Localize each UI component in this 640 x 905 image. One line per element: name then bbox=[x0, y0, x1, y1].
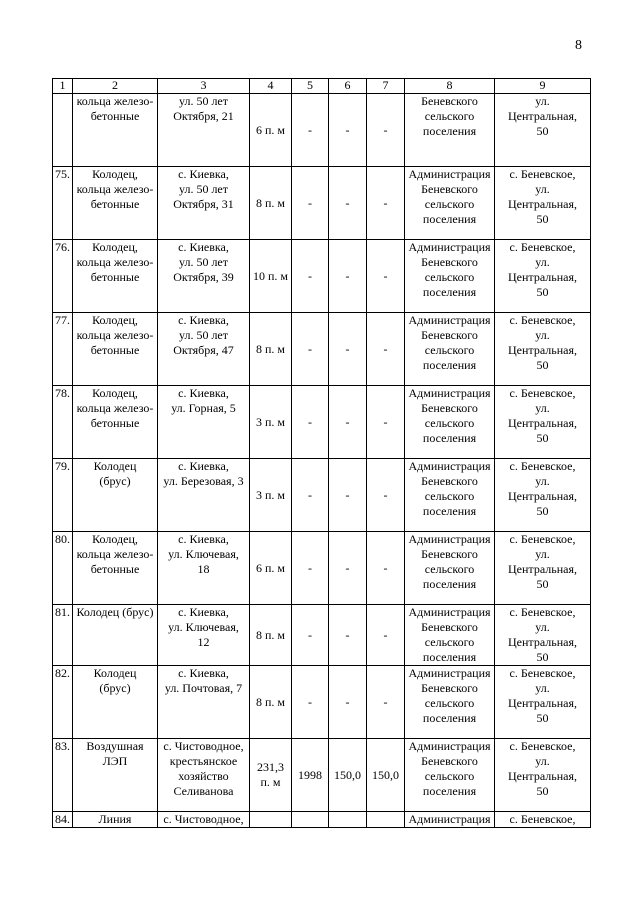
table-row bbox=[53, 532, 591, 605]
object-address-cell: ул. 50 лет Октября, 21 bbox=[158, 94, 250, 167]
owner-address-cell: с. Беневское, ул. Центральная, 50 bbox=[495, 167, 591, 240]
object-name-cell: Колодец, кольца железо- бетонные bbox=[73, 240, 158, 313]
object-name-cell: Колодец (брус) bbox=[73, 666, 158, 739]
table-row bbox=[53, 739, 591, 812]
owner-cell: Администрация Беневского сельского поселения bbox=[405, 666, 495, 739]
owner-cell: Администрация Беневского сельского поселения bbox=[405, 386, 495, 459]
book-value-cell: - bbox=[329, 532, 367, 605]
object-name-cell: Колодец, кольца железо- бетонные bbox=[73, 313, 158, 386]
owner-address-cell: с. Беневское, ул. Центральная, 50 bbox=[495, 605, 591, 666]
residual-value-cell: - bbox=[367, 532, 405, 605]
owner-address-cell: с. Беневское, ул. Центральная, 50 bbox=[495, 459, 591, 532]
object-address-cell: с. Чистоводное, bbox=[158, 812, 250, 828]
row-number-cell: 82. bbox=[53, 666, 73, 739]
column-header-1: 1 bbox=[53, 79, 73, 94]
length-cell: 6 п. м bbox=[250, 532, 292, 605]
object-address-cell: с. Киевка, ул. 50 лет Октября, 31 bbox=[158, 167, 250, 240]
year-cell: - bbox=[292, 532, 329, 605]
length-cell: 8 п. м bbox=[250, 666, 292, 739]
object-name-cell: Воздушная ЛЭП bbox=[73, 739, 158, 812]
column-header-7: 7 bbox=[367, 79, 405, 94]
residual-value-cell: - bbox=[367, 94, 405, 167]
year-cell: - bbox=[292, 605, 329, 666]
object-name-cell: Колодец (брус) bbox=[73, 459, 158, 532]
table-row bbox=[53, 240, 591, 313]
column-header-3: 3 bbox=[158, 79, 250, 94]
table-row bbox=[53, 459, 591, 532]
row-number-cell: 77. bbox=[53, 313, 73, 386]
residual-value-cell: - bbox=[367, 666, 405, 739]
owner-address-cell: с. Беневское, ул. Центральная, 50 bbox=[495, 313, 591, 386]
year-cell: - bbox=[292, 386, 329, 459]
column-header-2: 2 bbox=[73, 79, 158, 94]
table-row bbox=[53, 605, 591, 666]
object-address-cell: с. Киевка, ул. 50 лет Октября, 47 bbox=[158, 313, 250, 386]
table-row bbox=[53, 167, 591, 240]
book-value-cell: - bbox=[329, 167, 367, 240]
column-header-9: 9 bbox=[495, 79, 591, 94]
column-header-5: 5 bbox=[292, 79, 329, 94]
table-row bbox=[53, 386, 591, 459]
row-number-cell: 83. bbox=[53, 739, 73, 812]
residual-value-cell: - bbox=[367, 386, 405, 459]
owner-address-cell: с. Беневское, ул. Центральная, 50 bbox=[495, 739, 591, 812]
book-value-cell bbox=[329, 812, 367, 828]
length-cell: 10 п. м bbox=[250, 240, 292, 313]
object-name-cell: Линия bbox=[73, 812, 158, 828]
year-cell bbox=[292, 812, 329, 828]
row-number-cell: 76. bbox=[53, 240, 73, 313]
row-number-cell: 75. bbox=[53, 167, 73, 240]
page-number: 8 bbox=[575, 38, 582, 53]
residual-value-cell: - bbox=[367, 459, 405, 532]
owner-cell: Администрация Беневского сельского поселения bbox=[405, 739, 495, 812]
length-cell: 8 п. м bbox=[250, 167, 292, 240]
object-address-cell: с. Киевка, ул. Березовая, 3 bbox=[158, 459, 250, 532]
book-value-cell: - bbox=[329, 240, 367, 313]
table-row bbox=[53, 812, 591, 828]
owner-cell: Администрация Беневского сельского поселения bbox=[405, 459, 495, 532]
book-value-cell: - bbox=[329, 94, 367, 167]
object-address-cell: с. Киевка, ул. Ключевая, 12 bbox=[158, 605, 250, 666]
residual-value-cell: 150,0 bbox=[367, 739, 405, 812]
owner-address-cell: с. Беневское, ул. Центральная, 50 bbox=[495, 240, 591, 313]
object-address-cell: с. Чистоводное, крестьянское хозяйство Селиванова bbox=[158, 739, 250, 812]
length-cell bbox=[250, 812, 292, 828]
owner-address-cell: с. Беневское, bbox=[495, 812, 591, 828]
residual-value-cell: - bbox=[367, 167, 405, 240]
year-cell: - bbox=[292, 94, 329, 167]
year-cell: - bbox=[292, 666, 329, 739]
residual-value-cell: - bbox=[367, 240, 405, 313]
length-cell: 231,3 п. м bbox=[250, 739, 292, 812]
year-cell: - bbox=[292, 313, 329, 386]
book-value-cell: - bbox=[329, 666, 367, 739]
row-number-cell bbox=[53, 94, 73, 167]
owner-address-cell: с. Беневское, ул. Центральная, 50 bbox=[495, 532, 591, 605]
object-address-cell: с. Киевка, ул. Ключевая, 18 bbox=[158, 532, 250, 605]
row-number-cell: 80. bbox=[53, 532, 73, 605]
owner-address-cell: с. Беневское, ул. Центральная, 50 bbox=[495, 386, 591, 459]
residual-value-cell bbox=[367, 812, 405, 828]
residual-value-cell: - bbox=[367, 313, 405, 386]
owner-cell: Администрация Беневского сельского поселения bbox=[405, 313, 495, 386]
book-value-cell: - bbox=[329, 605, 367, 666]
object-address-cell: с. Киевка, ул. 50 лет Октября, 39 bbox=[158, 240, 250, 313]
book-value-cell: - bbox=[329, 313, 367, 386]
length-cell: 3 п. м bbox=[250, 459, 292, 532]
row-number-cell: 78. bbox=[53, 386, 73, 459]
residual-value-cell: - bbox=[367, 605, 405, 666]
owner-cell: Администрация Беневского сельского поселения bbox=[405, 605, 495, 666]
column-header-8: 8 bbox=[405, 79, 495, 94]
row-number-cell: 79. bbox=[53, 459, 73, 532]
book-value-cell: 150,0 bbox=[329, 739, 367, 812]
row-number-cell: 84. bbox=[53, 812, 73, 828]
row-number-cell: 81. bbox=[53, 605, 73, 666]
column-header-4: 4 bbox=[250, 79, 292, 94]
table-row bbox=[53, 666, 591, 739]
length-cell: 8 п. м bbox=[250, 605, 292, 666]
owner-cell: Беневского сельского поселения bbox=[405, 94, 495, 167]
object-name-cell: Колодец (брус) bbox=[73, 605, 158, 666]
object-name-cell: Колодец, кольца железо- бетонные bbox=[73, 532, 158, 605]
owner-cell: Администрация Беневского сельского поселения bbox=[405, 167, 495, 240]
object-name-cell: Колодец, кольца железо- бетонные bbox=[73, 386, 158, 459]
owner-address-cell: с. Беневское, ул. Центральная, 50 bbox=[495, 666, 591, 739]
object-name-cell: кольца железо- бетонные bbox=[73, 94, 158, 167]
length-cell: 8 п. м bbox=[250, 313, 292, 386]
object-address-cell: с. Киевка, ул. Почтовая, 7 bbox=[158, 666, 250, 739]
owner-cell: Администрация Беневского сельского поселения bbox=[405, 532, 495, 605]
length-cell: 3 п. м bbox=[250, 386, 292, 459]
property-registry-table bbox=[52, 78, 591, 828]
header-row bbox=[53, 79, 591, 94]
year-cell: 1998 bbox=[292, 739, 329, 812]
book-value-cell: - bbox=[329, 459, 367, 532]
year-cell: - bbox=[292, 167, 329, 240]
table-body bbox=[53, 94, 591, 828]
object-address-cell: с. Киевка, ул. Горная, 5 bbox=[158, 386, 250, 459]
object-name-cell: Колодец, кольца железо- бетонные bbox=[73, 167, 158, 240]
book-value-cell: - bbox=[329, 386, 367, 459]
table-row bbox=[53, 313, 591, 386]
owner-cell: Администрация Беневского сельского поселения bbox=[405, 240, 495, 313]
owner-address-cell: ул. Центральная, 50 bbox=[495, 94, 591, 167]
owner-cell: Администрация bbox=[405, 812, 495, 828]
length-cell: 6 п. м bbox=[250, 94, 292, 167]
column-header-6: 6 bbox=[329, 79, 367, 94]
year-cell: - bbox=[292, 459, 329, 532]
table-row bbox=[53, 94, 591, 167]
year-cell: - bbox=[292, 240, 329, 313]
